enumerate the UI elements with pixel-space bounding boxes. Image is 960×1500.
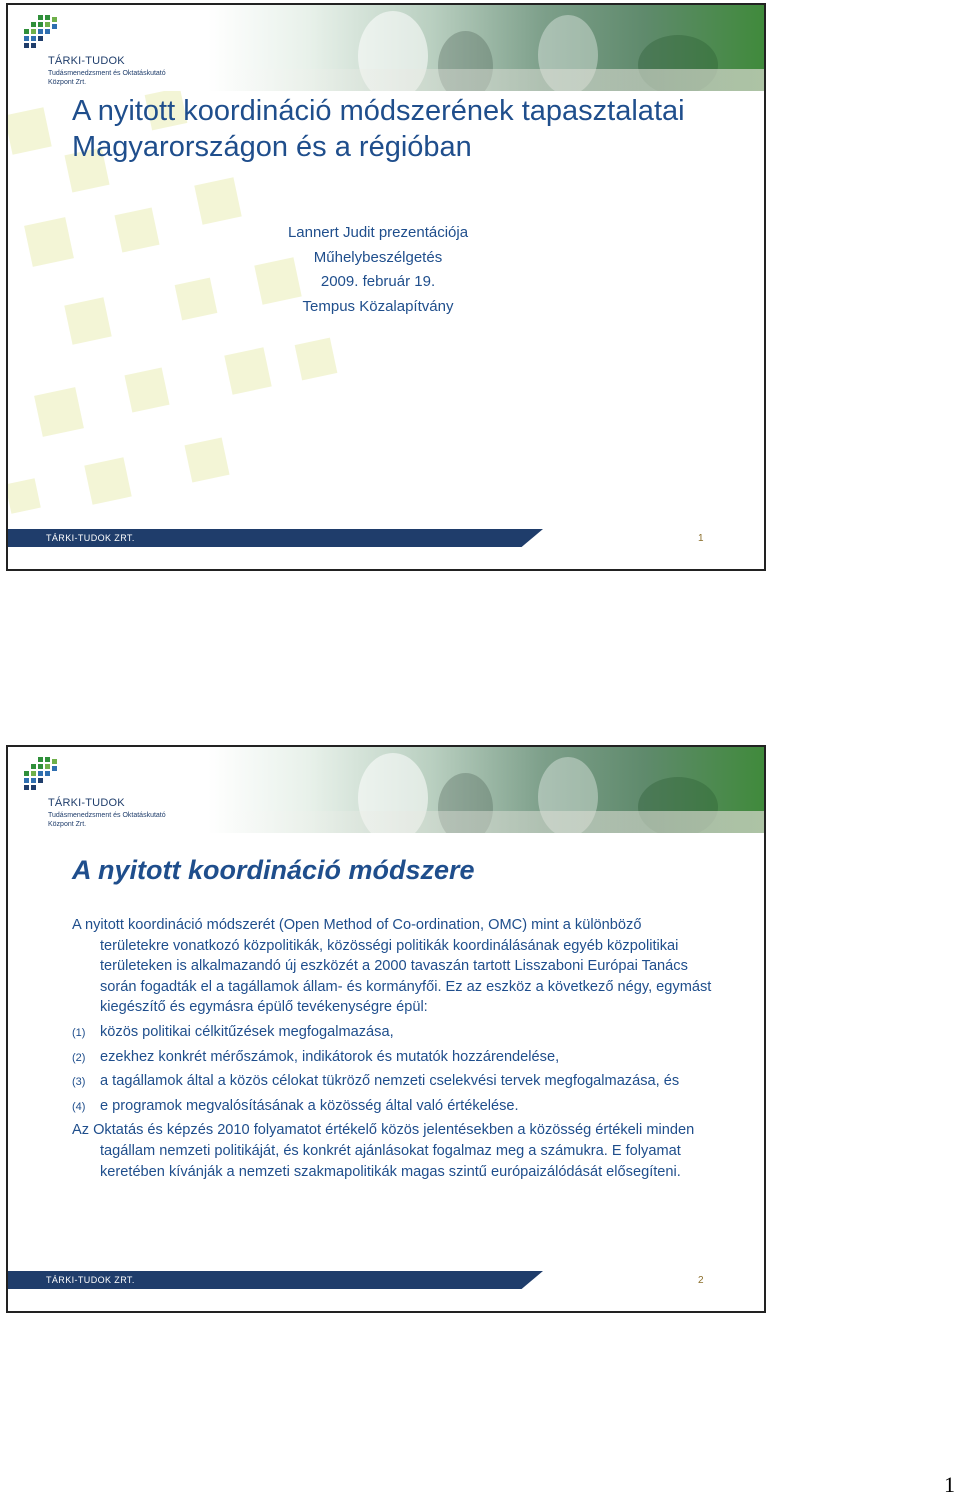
- slide-2: [6, 745, 766, 1313]
- logo-grid-icon: [24, 757, 64, 797]
- company-logo: [20, 15, 210, 95]
- logo-name: TÁRKI-TUDOK: [48, 55, 125, 67]
- header-photo-banner: [208, 747, 766, 833]
- slide-1-footer: [8, 529, 766, 547]
- logo-subtitle: Tudásmenedzsment és Oktatáskutató Központ Zrt.: [48, 70, 166, 86]
- list-item: [72, 1071, 712, 1092]
- logo-name: TÁRKI-TUDOK: [48, 797, 125, 809]
- header-photo-banner: [208, 5, 766, 91]
- slide-2-title: A nyitott koordináció módszere: [72, 855, 475, 885]
- presenter-line: Lannert Judit prezentációja: [287, 224, 469, 241]
- list-item-number: (3): [72, 1076, 86, 1089]
- slide-2-footer: [8, 1271, 766, 1289]
- footer-company: TÁRKI-TUDOK ZRT.: [46, 1275, 135, 1285]
- list-item-number: (1): [72, 1026, 86, 1039]
- list-item-text: a tagállamok által a közös célokat tükröző nemzeti cselekvési tervek megfogalmazása, és: [100, 1073, 680, 1090]
- logo-subtitle: Tudásmenedzsment és Oktatáskutató Központ Zrt.: [48, 812, 166, 828]
- intro-paragraph: A nyitott koordináció módszerét (Open Method of Co-ordination, OMC) mint a különböző területekre vonatkozó közpolitikák, közösségi politikák koordinálásának egyéb közpolitikai területeken is alkalmazandó új eszközét a 2000 tavaszán tartott Lisszaboni Európai Tanács során fogadták el a tagállamok állam- és kormányfői. Ez az eszköz a következő négy, egymást kiegészítő és egymásra épülő tevékenységre épül:: [72, 917, 712, 1016]
- list-item-number: (2): [72, 1051, 86, 1064]
- list-item: [72, 1022, 712, 1043]
- list-item-number: (4): [72, 1100, 86, 1113]
- logo-grid-icon: [24, 15, 64, 55]
- sheet-page-number: 1: [944, 1472, 955, 1497]
- list-item-text: e programok megvalósításának a közösség által való értékelése.: [100, 1097, 519, 1114]
- date-line: 2009. február 19.: [320, 273, 436, 290]
- company-logo: [20, 757, 210, 837]
- closing-paragraph: Az Oktatás és képzés 2010 folyamatot értékelő közös jelentésekben a közösség értékeli minden tagállam nemzeti politikáját, és konkrét ajánlásokat fogalmaz meg a számukra. E folyamat keretében kívánják a nemzeti szakmapolitikák magas szintű európaizálódását elősegíteni.: [72, 1122, 695, 1180]
- slide-1: [6, 3, 766, 571]
- slide-1-page-number: 1: [698, 533, 704, 544]
- list-item-text: ezekhez konkrét mérőszámok, indikátorok és mutatók hozzárendelése,: [100, 1048, 560, 1065]
- slide-1-subtitle: [208, 221, 548, 319]
- slide-2-body: [72, 915, 712, 1182]
- list-item: [72, 1047, 712, 1068]
- list-item: [72, 1096, 712, 1117]
- slide-2-page-number: 2: [698, 1275, 704, 1286]
- event-line: Műhelybeszélgetés: [313, 248, 443, 266]
- slide-1-title: A nyitott koordináció módszerének tapasztalatai Magyarországon és a régióban: [72, 95, 685, 163]
- footer-company: TÁRKI-TUDOK ZRT.: [46, 533, 135, 543]
- list-item-text: közös politikai célkitűzések megfogalmazása,: [100, 1023, 394, 1040]
- organizer-line: Tempus Közalapítvány: [302, 297, 454, 315]
